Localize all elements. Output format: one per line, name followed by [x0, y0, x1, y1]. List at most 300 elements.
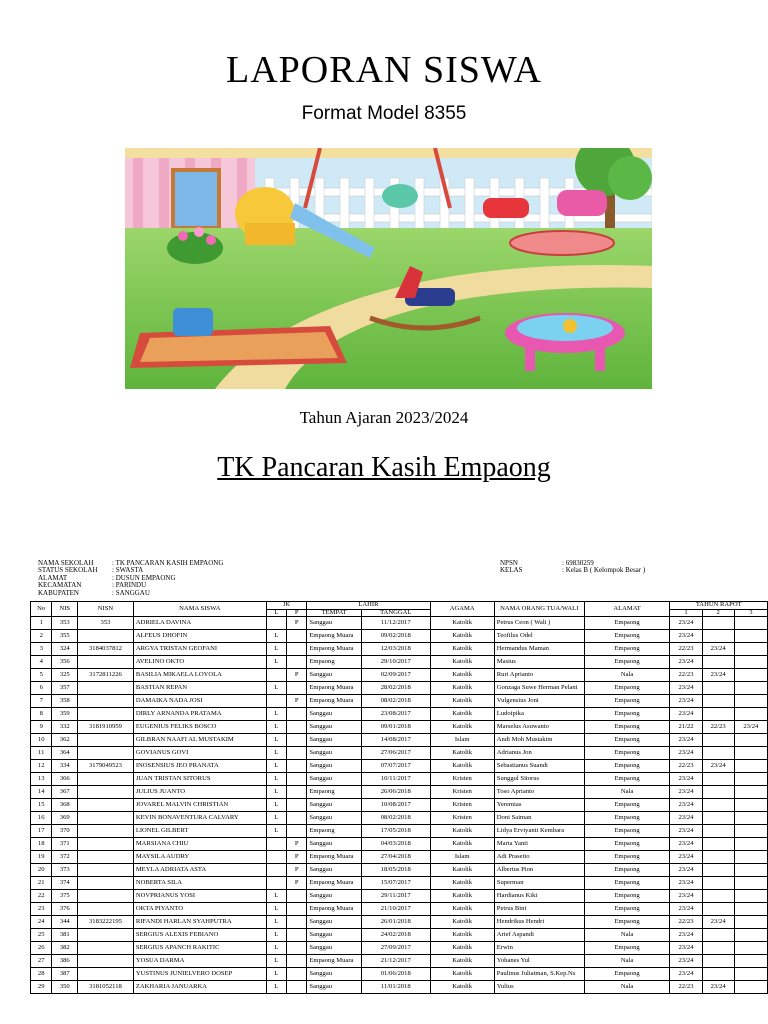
info-row: NPSN : 69830259	[500, 559, 594, 567]
cell-nis: 366	[52, 773, 78, 786]
table-row	[31, 773, 768, 786]
cell-l	[266, 695, 286, 708]
cell-nisn	[78, 630, 134, 643]
cell-tempat: Sanggau	[307, 760, 362, 773]
cell-ortu: Vulgensius Joni	[494, 695, 584, 708]
cell-l: L	[266, 799, 286, 812]
cell-nis: 334	[52, 760, 78, 773]
cell-r1: 23/24	[670, 812, 702, 825]
cell-tempat: Sanggau	[307, 942, 362, 955]
cell-tempat: Empaong	[307, 786, 362, 799]
cell-nis: 368	[52, 799, 78, 812]
cell-agama: Katolik	[430, 695, 494, 708]
cell-no: 16	[31, 812, 52, 825]
cell-nisn	[78, 929, 134, 942]
cell-nisn	[78, 825, 134, 838]
cell-r2	[702, 708, 734, 721]
cell-tanggal: 15/07/2017	[361, 877, 430, 890]
cell-no: 27	[31, 955, 52, 968]
cell-tanggal: 02/09/2017	[361, 669, 430, 682]
cell-l: L	[266, 825, 286, 838]
col-alamat: ALAMAT	[584, 602, 670, 617]
cell-nis: 356	[52, 656, 78, 669]
cell-nisn	[78, 695, 134, 708]
cell-nisn	[78, 812, 134, 825]
cell-nama: BASILIA MIKAELA LOYOLA	[133, 669, 266, 682]
cell-no: 13	[31, 773, 52, 786]
cell-l: L	[266, 812, 286, 825]
cell-p	[286, 747, 306, 760]
student-table-body	[31, 617, 768, 994]
cell-tempat: Empaong	[307, 656, 362, 669]
cell-ortu: Marta Yanti	[494, 838, 584, 851]
cell-r2	[702, 942, 734, 955]
cell-tempat: Empaong	[307, 825, 362, 838]
cell-nama: OKTA PIYANTO	[133, 903, 266, 916]
cell-nisn	[78, 864, 134, 877]
cell-nama: MAYSILA AUDRY	[133, 851, 266, 864]
col-jk: JK	[266, 602, 307, 610]
cell-r1: 23/24	[670, 851, 702, 864]
cell-agama: Kristen	[430, 773, 494, 786]
cell-tempat: Empaong Muara	[307, 877, 362, 890]
cell-nis: 370	[52, 825, 78, 838]
cell-no: 17	[31, 825, 52, 838]
school-info-right	[500, 560, 645, 575]
cell-nisn	[78, 773, 134, 786]
cell-r3	[734, 981, 767, 994]
cell-nis: 332	[52, 721, 78, 734]
cell-alamat: Empaong	[584, 851, 670, 864]
cell-tanggal: 04/03/2018	[361, 838, 430, 851]
cell-agama: Kristen	[430, 799, 494, 812]
report-subtitle: Format Model 8355	[301, 103, 467, 124]
cell-ortu: Yohanes Yul	[494, 955, 584, 968]
cell-tempat: Sanggau	[307, 890, 362, 903]
cell-r1: 23/24	[670, 929, 702, 942]
cell-nisn: 3183222195	[78, 916, 134, 929]
cell-r3	[734, 812, 767, 825]
cell-alamat: Empaong	[584, 812, 670, 825]
table-row	[31, 799, 768, 812]
cell-tempat: Empaong Muara	[307, 643, 362, 656]
cell-tanggal: 12/03/2018	[361, 643, 430, 656]
report-title: LAPORAN SISWA	[226, 49, 542, 91]
cell-alamat: Nala	[584, 786, 670, 799]
cell-r2	[702, 682, 734, 695]
cell-nama: DAMAIKA NADA JOSI	[133, 695, 266, 708]
cell-nis: 372	[52, 851, 78, 864]
cell-agama: Katolik	[430, 877, 494, 890]
cell-r1: 23/24	[670, 825, 702, 838]
table-row	[31, 942, 768, 955]
cell-l	[266, 838, 286, 851]
cell-r1: 23/24	[670, 968, 702, 981]
cell-tanggal: 21/10/2017	[361, 903, 430, 916]
table-row	[31, 838, 768, 851]
col-nis: NIS	[52, 602, 78, 617]
cell-nama: EUGENIUS FELIKS BOSCO	[133, 721, 266, 734]
cell-alamat: Empaong	[584, 695, 670, 708]
cell-alamat: Empaong	[584, 838, 670, 851]
cell-alamat: Empaong	[584, 721, 670, 734]
cell-alamat: Nala	[584, 929, 670, 942]
cell-nama: AVELINO OKTO	[133, 656, 266, 669]
cell-agama: Katolik	[430, 643, 494, 656]
cell-l	[266, 877, 286, 890]
cell-l: L	[266, 942, 286, 955]
cell-tempat: Sanggau	[307, 747, 362, 760]
col-jk-p: P	[286, 609, 306, 617]
cell-r3	[734, 669, 767, 682]
col-jk-l: L	[266, 609, 286, 617]
cell-nisn	[78, 942, 134, 955]
cell-r1: 23/24	[670, 955, 702, 968]
cell-r1: 23/24	[670, 734, 702, 747]
cell-tempat: Sanggau	[307, 734, 362, 747]
cell-p	[286, 968, 306, 981]
cell-p	[286, 942, 306, 955]
cell-r2	[702, 786, 734, 799]
cell-p: P	[286, 851, 306, 864]
cell-p: P	[286, 617, 306, 630]
cell-tempat: Sanggau	[307, 721, 362, 734]
cell-p	[286, 721, 306, 734]
cell-p	[286, 643, 306, 656]
col-tempat: TEMPAT	[307, 609, 362, 617]
cell-agama: Islam	[430, 734, 494, 747]
cell-nis: 367	[52, 786, 78, 799]
cell-nisn: 3184037812	[78, 643, 134, 656]
cell-ortu: Hermandus Maman	[494, 643, 584, 656]
cell-nis: 369	[52, 812, 78, 825]
table-row	[31, 786, 768, 799]
cell-alamat: Empaong	[584, 708, 670, 721]
cell-p	[286, 799, 306, 812]
cell-ortu: Hardianus Kiki	[494, 890, 584, 903]
cell-r2	[702, 929, 734, 942]
cell-tanggal: 27/06/2017	[361, 747, 430, 760]
cell-alamat: Empaong	[584, 799, 670, 812]
cell-r1: 23/24	[670, 773, 702, 786]
cell-nis: 324	[52, 643, 78, 656]
cell-r1: 23/24	[670, 695, 702, 708]
cell-alamat: Empaong	[584, 734, 670, 747]
cell-r3	[734, 630, 767, 643]
col-ortu: NAMA ORANG TUA/WALI	[494, 602, 584, 617]
cell-agama: Katolik	[430, 864, 494, 877]
cell-nisn: 3181052118	[78, 981, 134, 994]
cell-r1: 23/24	[670, 903, 702, 916]
cell-nama: GOVIANUS GOVI	[133, 747, 266, 760]
table-row	[31, 890, 768, 903]
cell-p: P	[286, 838, 306, 851]
cell-r3	[734, 942, 767, 955]
cell-alamat: Empaong	[584, 630, 670, 643]
cell-r2: 23/24	[702, 643, 734, 656]
cell-r3	[734, 695, 767, 708]
cell-ortu: Superman	[494, 877, 584, 890]
cell-ortu: Yulius	[494, 981, 584, 994]
cell-no: 29	[31, 981, 52, 994]
cell-r2	[702, 773, 734, 786]
cell-alamat: Empaong	[584, 942, 670, 955]
cell-l: L	[266, 890, 286, 903]
cell-alamat: Empaong	[584, 747, 670, 760]
cell-l: L	[266, 929, 286, 942]
cell-r1: 22/23	[670, 669, 702, 682]
cell-r3	[734, 838, 767, 851]
cell-l	[266, 864, 286, 877]
cell-alamat: Empaong	[584, 656, 670, 669]
cell-agama: Katolik	[430, 656, 494, 669]
cell-r2	[702, 955, 734, 968]
cell-nama: KEVIN BONAVENTURA CALVARY	[133, 812, 266, 825]
cell-tanggal: 10/11/2017	[361, 773, 430, 786]
cell-agama: Katolik	[430, 617, 494, 630]
cell-ortu: Gonzaga Suwe Herman Pelani	[494, 682, 584, 695]
cell-nisn	[78, 838, 134, 851]
cell-nama: YOSUA DARMA	[133, 955, 266, 968]
cell-nisn	[78, 890, 134, 903]
cell-agama: Katolik	[430, 682, 494, 695]
cell-tanggal: 08/02/2018	[361, 695, 430, 708]
cell-p	[286, 929, 306, 942]
cell-nisn	[78, 877, 134, 890]
cell-tempat: Sanggau	[307, 617, 362, 630]
cell-tempat: Sanggau	[307, 708, 362, 721]
cell-no: 11	[31, 747, 52, 760]
cell-agama: Katolik	[430, 929, 494, 942]
info-row: STATUS SEKOLAH : SWASTA	[38, 566, 144, 575]
cell-r3	[734, 734, 767, 747]
cell-p: P	[286, 669, 306, 682]
cell-nis: 364	[52, 747, 78, 760]
cell-nis: 357	[52, 682, 78, 695]
cell-p	[286, 786, 306, 799]
cell-tempat: Sanggau	[307, 929, 362, 942]
cell-r3	[734, 903, 767, 916]
table-row	[31, 617, 768, 630]
cell-ortu: Ruri Aprianto	[494, 669, 584, 682]
cell-alamat: Empaong	[584, 903, 670, 916]
cell-l	[266, 669, 286, 682]
cell-agama: Katolik	[430, 942, 494, 955]
cell-nisn	[78, 968, 134, 981]
cell-l: L	[266, 682, 286, 695]
info-row: KELAS : Kelas B ( Kelompok Besar )	[500, 566, 646, 575]
cell-nis: 325	[52, 669, 78, 682]
cell-r2: 22/23	[702, 721, 734, 734]
cell-tempat: Sanggau	[307, 968, 362, 981]
col-nisn: NISN	[78, 602, 134, 617]
cell-ortu: Sebastianus Suandi	[494, 760, 584, 773]
cell-l: L	[266, 721, 286, 734]
cell-p	[286, 812, 306, 825]
cell-r2	[702, 903, 734, 916]
cell-r2	[702, 851, 734, 864]
cell-r2	[702, 864, 734, 877]
cell-r3	[734, 968, 767, 981]
cell-l: L	[266, 760, 286, 773]
cell-l: L	[266, 708, 286, 721]
table-row	[31, 864, 768, 877]
cell-nisn: 3179049523	[78, 760, 134, 773]
table-header-row	[31, 602, 768, 610]
cell-r3	[734, 656, 767, 669]
cell-agama: Katolik	[430, 825, 494, 838]
cell-nisn: 353	[78, 617, 134, 630]
cell-l: L	[266, 968, 286, 981]
academic-year: Tahun Ajaran 2023/2024	[299, 408, 469, 427]
cell-tanggal: 09/01/2018	[361, 721, 430, 734]
cell-ortu: Ludoipika	[494, 708, 584, 721]
table-row	[31, 929, 768, 942]
cell-no: 28	[31, 968, 52, 981]
cell-alamat: Empaong	[584, 682, 670, 695]
cell-r1: 23/24	[670, 617, 702, 630]
cell-tanggal: 01/06/2018	[361, 968, 430, 981]
cell-no: 20	[31, 864, 52, 877]
cell-r3	[734, 682, 767, 695]
cell-tanggal: 14/08/2017	[361, 734, 430, 747]
cell-p	[286, 682, 306, 695]
cell-nisn	[78, 708, 134, 721]
cell-p	[286, 630, 306, 643]
cell-agama: Katolik	[430, 955, 494, 968]
cell-nis: 374	[52, 877, 78, 890]
table-row	[31, 825, 768, 838]
cell-alamat: Empaong	[584, 877, 670, 890]
cell-nama: SERGIUS APANCH RAKITIC	[133, 942, 266, 955]
cell-r2	[702, 799, 734, 812]
cell-nama: GILBRAN NAAFI AL MUSTAKIM	[133, 734, 266, 747]
cell-ortu: Paulinus Juliatman, S.Kep.Ns	[494, 968, 584, 981]
cell-r3: 23/24	[734, 721, 767, 734]
cell-nama: ADRIELA DAVINA	[133, 617, 266, 630]
cell-tempat: Empaong Muara	[307, 630, 362, 643]
cell-no: 26	[31, 942, 52, 955]
cell-r1: 23/24	[670, 799, 702, 812]
cell-ortu: Yeremias	[494, 799, 584, 812]
cell-no: 8	[31, 708, 52, 721]
cell-r1: 23/24	[670, 747, 702, 760]
cell-p	[286, 734, 306, 747]
cell-no: 6	[31, 682, 52, 695]
cell-nis: 359	[52, 708, 78, 721]
info-row: ALAMAT : DUSUN EMPAONG	[38, 573, 176, 582]
cell-nis: 381	[52, 929, 78, 942]
cell-r2	[702, 617, 734, 630]
playground-illustration	[125, 148, 652, 389]
cell-r2	[702, 825, 734, 838]
cell-nisn	[78, 903, 134, 916]
col-rapot-2: 2	[702, 609, 734, 617]
col-rapot-1: 1	[670, 609, 702, 617]
cell-r3	[734, 643, 767, 656]
cell-no: 12	[31, 760, 52, 773]
cell-r1: 22/23	[670, 643, 702, 656]
cell-nisn	[78, 799, 134, 812]
cell-tanggal: 21/12/2017	[361, 955, 430, 968]
cell-r1: 23/24	[670, 877, 702, 890]
cell-nama: MEYLA ADRIATA ASTA	[133, 864, 266, 877]
col-nama: NAMA SISWA	[133, 602, 266, 617]
cell-nama: JUAN TRISTAN SITORUS	[133, 773, 266, 786]
table-row	[31, 968, 768, 981]
cell-tempat: Sanggau	[307, 981, 362, 994]
cell-r3	[734, 747, 767, 760]
cell-nama: INOSENSIUS JEO PRANATA	[133, 760, 266, 773]
cell-agama: Kristen	[430, 812, 494, 825]
cell-r3	[734, 708, 767, 721]
cell-nisn	[78, 955, 134, 968]
cell-no: 5	[31, 669, 52, 682]
cell-alamat: Nala	[584, 669, 670, 682]
cell-alamat: Empaong	[584, 890, 670, 903]
cell-no: 9	[31, 721, 52, 734]
cell-tanggal: 27/09/2017	[361, 942, 430, 955]
cell-p: P	[286, 864, 306, 877]
table-row	[31, 981, 768, 994]
cell-nisn	[78, 734, 134, 747]
cell-alamat: Nala	[584, 981, 670, 994]
cell-r2	[702, 695, 734, 708]
cell-r2: 23/24	[702, 981, 734, 994]
cell-nis: 373	[52, 864, 78, 877]
cell-agama: Katolik	[430, 903, 494, 916]
table-row	[31, 903, 768, 916]
school-info-left	[38, 560, 223, 597]
cell-nama: NOVPRIANUS YOSI	[133, 890, 266, 903]
table-row	[31, 630, 768, 643]
col-rapot: TAHUN RAPOT	[670, 602, 768, 610]
cell-ortu: Adi Prasetio	[494, 851, 584, 864]
cell-tempat: Sanggau	[307, 916, 362, 929]
cell-r2	[702, 838, 734, 851]
school-name-title: TK Pancaran Kasih Empaong	[217, 452, 551, 483]
cell-p	[286, 773, 306, 786]
cell-nis: 350	[52, 981, 78, 994]
cell-tempat: Sanggau	[307, 838, 362, 851]
cell-r2	[702, 968, 734, 981]
cell-ortu: Doni Saiman	[494, 812, 584, 825]
cell-r1: 23/24	[670, 942, 702, 955]
cell-nis: 353	[52, 617, 78, 630]
cell-no: 7	[31, 695, 52, 708]
cell-tempat: Sanggau	[307, 669, 362, 682]
table-row	[31, 695, 768, 708]
cell-tanggal: 24/02/2018	[361, 929, 430, 942]
cell-l	[266, 617, 286, 630]
cell-p	[286, 708, 306, 721]
col-lahir: LAHIR	[307, 602, 430, 610]
cell-tanggal: 26/06/2018	[361, 786, 430, 799]
table-row	[31, 747, 768, 760]
cell-no: 24	[31, 916, 52, 929]
cell-no: 14	[31, 786, 52, 799]
cell-alamat: Empaong	[584, 643, 670, 656]
cell-ortu: Petrus Bint	[494, 903, 584, 916]
cell-ortu: Erwin	[494, 942, 584, 955]
cell-nama: JULIUS JUANTO	[133, 786, 266, 799]
cell-nis: 382	[52, 942, 78, 955]
cell-r3	[734, 825, 767, 838]
cell-alamat: Empaong	[584, 773, 670, 786]
cell-nama: RIFANDI HARLAN SYAHPUTRA	[133, 916, 266, 929]
cell-tempat: Empaong Muara	[307, 851, 362, 864]
cell-no: 23	[31, 903, 52, 916]
